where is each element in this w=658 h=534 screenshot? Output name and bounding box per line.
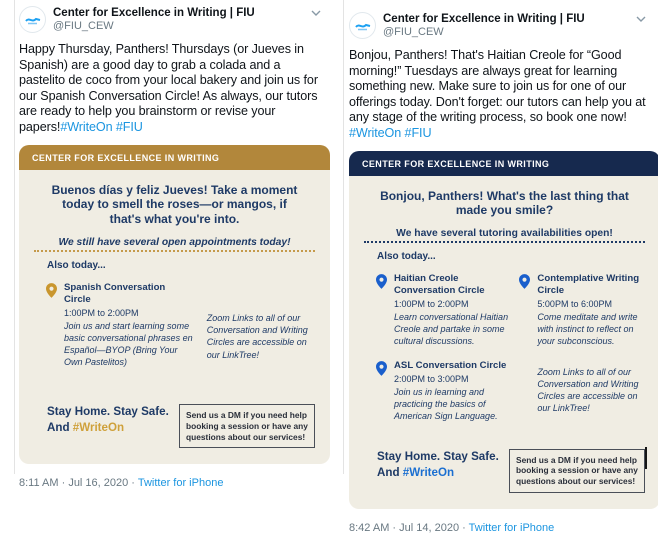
card-subline: We still have several open appointments today! bbox=[58, 236, 291, 248]
event-description: Come meditate and write with instinct to reflect on your subconscious. bbox=[537, 312, 638, 346]
location-pin-icon bbox=[376, 360, 387, 423]
tweet-text bbox=[349, 48, 655, 142]
author-name[interactable]: Center for Excellence in Writing | FIU bbox=[383, 13, 585, 25]
location-pin-icon bbox=[46, 282, 57, 368]
author-handle[interactable]: @FIU_CEW bbox=[53, 20, 114, 32]
author-name[interactable]: Center for Excellence in Writing | FIU bbox=[53, 7, 255, 19]
tweet-body: Bonjou, Panthers! That's Haitian Creole for “Good morning!” Tuesdays are always great for learning something new. Make sure to join us for one of our offerings today. Don't forget: our tutors can help you at any stage of the writing process, so book one now! bbox=[349, 48, 646, 125]
timestamp[interactable]: 8:11 AM · Jul 16, 2020 · bbox=[19, 477, 138, 490]
stay-line2-prefix: And bbox=[377, 465, 403, 479]
card-banner: CENTER FOR EXCELLENCE IN WRITING bbox=[19, 145, 330, 170]
timestamp[interactable]: 8:42 AM · Jul 14, 2020 · bbox=[349, 521, 469, 534]
embedded-event-card[interactable] bbox=[349, 151, 658, 509]
tweet-footer bbox=[349, 522, 657, 534]
dm-callout-box: Send us a DM if you need help booking a session or have any questions about our services! bbox=[179, 404, 315, 448]
text-cursor-artifact bbox=[645, 447, 647, 469]
dm-callout-box: Send us a DM if you need help booking a session or have any questions about our services! bbox=[509, 449, 645, 493]
avatar[interactable] bbox=[19, 6, 46, 33]
fiu-cew-logo-icon bbox=[24, 11, 42, 29]
author-handle[interactable]: @FIU_CEW bbox=[383, 26, 444, 38]
tweet-right bbox=[343, 0, 657, 534]
event-description: Learn conversational Haitian Creole and partake in some cultural discussions. bbox=[394, 312, 509, 346]
location-pin-icon bbox=[376, 273, 387, 348]
also-today-label: Also today... bbox=[47, 259, 106, 271]
card-headline: Bonjou, Panthers! What's the last thing that made you smile? bbox=[380, 188, 629, 218]
dotted-divider bbox=[34, 250, 315, 252]
event-asl-circle bbox=[376, 360, 511, 423]
tweet-hashtags[interactable]: #WriteOn #FIU bbox=[60, 119, 143, 134]
tweet-left bbox=[14, 0, 332, 490]
tweet-header bbox=[349, 12, 657, 39]
event-spanish-conversation-circle bbox=[46, 282, 194, 368]
card-headline: Buenos días y feliz Jueves! Take a moment today to smell the roses—or mangos, if that's what you're into. bbox=[51, 182, 298, 227]
event-time: 1:00PM to 2:00PM bbox=[64, 308, 139, 319]
writeon-hashtag: #WriteOn bbox=[402, 465, 455, 479]
tweet-body: Happy Thursday, Panthers! Thursdays (or Jueves in Spanish) are a good day to grab a colada and a pastelito de coco from your local bakery and join us for our Spanish Conversation Circle! As always, our tutors are ready to help you brainstorm or revise your papers! bbox=[19, 42, 318, 134]
stay-line1: Stay Home. Stay Safe. bbox=[47, 405, 169, 419]
writeon-hashtag: #WriteOn bbox=[72, 421, 125, 435]
chevron-down-icon[interactable] bbox=[310, 7, 322, 19]
via-source-link[interactable]: Twitter for iPhone bbox=[468, 521, 555, 534]
event-haitian-creole-circle bbox=[376, 273, 511, 348]
event-contemplative-writing-circle bbox=[519, 273, 647, 348]
also-today-label: Also today... bbox=[377, 251, 436, 263]
event-time: 2:00PM to 3:00PM bbox=[394, 374, 469, 385]
event-time: 1:00PM to 2:00PM bbox=[394, 299, 469, 310]
tweet-footer bbox=[19, 477, 332, 489]
stay-home-text bbox=[47, 404, 169, 436]
via-source-link[interactable]: Twitter for iPhone bbox=[137, 477, 224, 490]
card-banner: CENTER FOR EXCELLENCE IN WRITING bbox=[349, 151, 658, 176]
zoom-links-note: Zoom Links to all of our Conversation and Writing Circles are accessible on our LinkTree! bbox=[206, 312, 308, 360]
event-description: Join us in learning and practicing the basics of American Sign Language. bbox=[394, 387, 498, 421]
event-title: Spanish Conversation Circle bbox=[64, 281, 166, 305]
dotted-divider bbox=[364, 241, 645, 243]
stay-line2-prefix: And bbox=[47, 421, 73, 435]
fiu-cew-logo-icon bbox=[354, 17, 372, 35]
card-subline: We have several tutoring availabilities open! bbox=[396, 228, 613, 240]
location-pin-icon bbox=[519, 273, 530, 348]
event-title: Contemplative Writing Circle bbox=[537, 273, 640, 296]
avatar[interactable] bbox=[349, 12, 376, 39]
event-time: 5:00PM to 6:00PM bbox=[537, 299, 612, 310]
chevron-down-icon[interactable] bbox=[635, 13, 647, 25]
event-description: Join us and start learning some basic conversational phrases en Español—BYOP (Bring Your Own Pastelitos) bbox=[64, 321, 193, 367]
zoom-links-note: Zoom Links to all of our Conversation and Writing Circles are accessible on our LinkTree! bbox=[537, 366, 639, 414]
tweet-header bbox=[19, 6, 332, 33]
embedded-event-card[interactable] bbox=[19, 145, 330, 465]
event-title: ASL Conversation Circle bbox=[394, 359, 507, 371]
stay-home-text bbox=[377, 449, 499, 481]
stay-line1: Stay Home. Stay Safe. bbox=[377, 449, 499, 463]
event-title: Haitian Creole Conversation Circle bbox=[394, 273, 485, 296]
tweet-hashtags[interactable]: #WriteOn #FIU bbox=[349, 125, 432, 140]
tweet-text bbox=[19, 42, 325, 136]
